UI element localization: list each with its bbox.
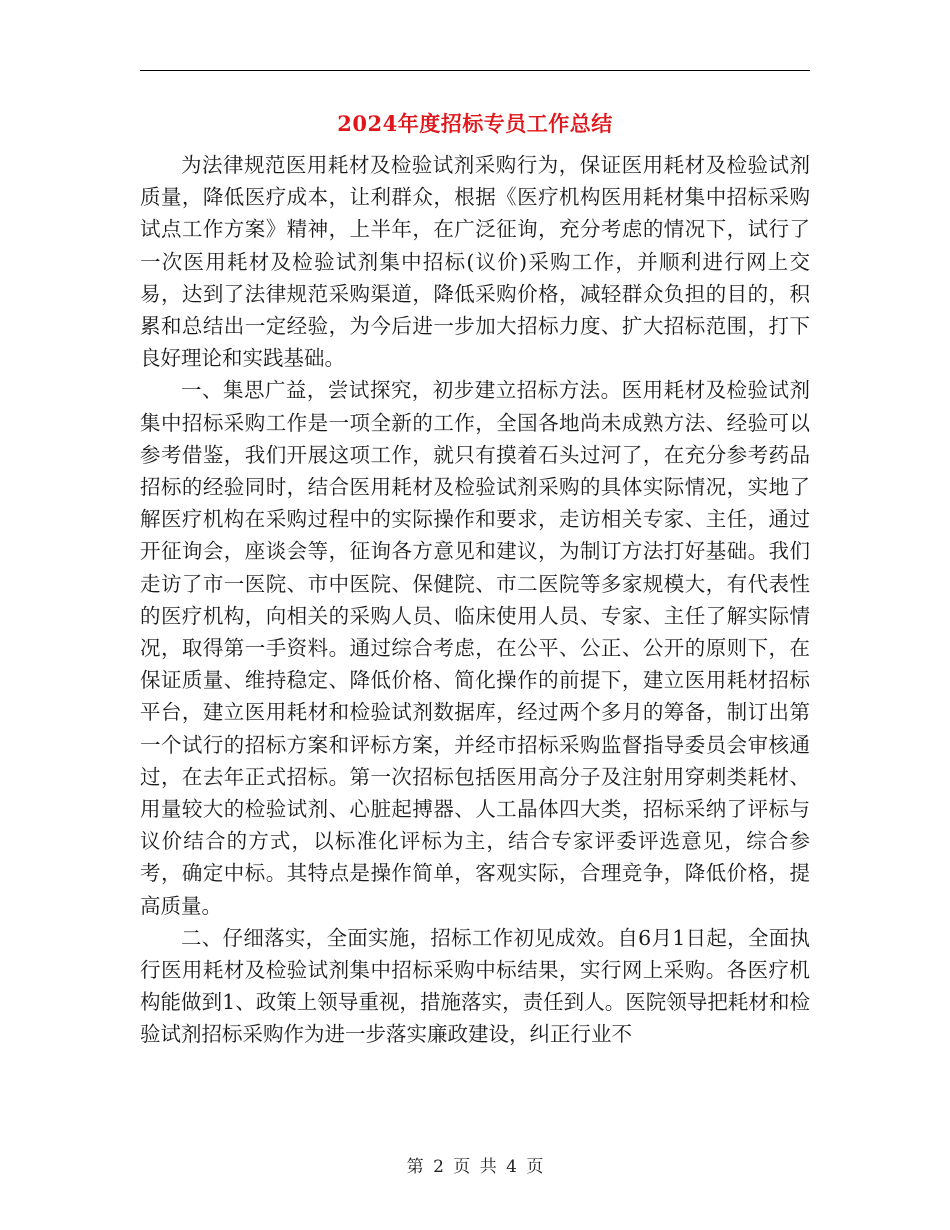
paragraph-section-one: 一、集思广益，尝试探究，初步建立招标方法。医用耗材及检验试剂集中招标采购工作是一项全新的工作，全国各地尚未成熟方法、经验可以参考借鉴，我们开展这项工作，就只有摸着石头过河了，在充分参考药品招标的经验同时，结合医用耗材及检验试剂采购的具体实际情况，实地了解医疗机构在采购过程中的实际操作和要求，走访相关专家、主任，通过开征询会，座谈会等，征询各方意见和建议，为制订方法打好基础。我们走访了市一医院、市中医院、保健院、市二医院等多家规模大，有代表性的医疗机构，向相关的采购人员、临床使用人员、专家、主任了解实际情况，取得第一手资料。通过综合考虑，在公平、公正、公开的原则下，在保证质量、维持稳定、降低价格、简化操作的前提下，建立医用耗材招标平台，建立医用耗材和检验试剂数据库，经过两个多月的筹备，制订出第一个试行的招标方案和评标方案，并经市招标采购监督指导委员会审核通过，在去年正式招标。第一次招标包括医用高分子及注射用穿刺类耗材、用量较大的检验试剂、心脏起搏器、人工晶体四大类，招标采纳了评标与议价结合的方式，以标准化评标为主，结合专家评委评选意见，综合参考，确定中标。其特点是操作简单，客观实际，合理竞争，降低价格，提高质量。 [140, 378, 810, 918]
header-rule [140, 70, 810, 71]
document-body [140, 149, 810, 1051]
paragraph-intro: 为法律规范医用耗材及检验试剂采购行为，保证医用耗材及检验试剂质量，降低医疗成本，让利群众，根据《医疗机构医用耗材集中招标采购试点工作方案》精神，上半年，在广泛征询，充分考虑的情况下，试行了一次医用耗材及检验试剂集中招标(议价)采购工作，并顺利进行网上交易，达到了法律规范采购渠道，降低采购价格，减轻群众负担的目的，积累和总结出一定经验，为今后进一步加大招标力度、扩大招标范围，打下良好理论和实践基础。 [140, 153, 810, 371]
paragraph-section-two: 二、仔细落实，全面实施，招标工作初见成效。自6月1日起，全面执行医用耗材及检验试剂集中招标采购中标结果，实行网上采购。各医疗机构能做到1、政策上领导重视，措施落实，责任到人。医院领导把耗材和检验试剂招标采购作为进一步落实廉政建设，纠正行业不 [140, 925, 810, 1047]
page-number: 第 2 页 共 4 页 [406, 1157, 544, 1177]
document-title: 2024年度招标专员工作总结 [337, 111, 613, 136]
